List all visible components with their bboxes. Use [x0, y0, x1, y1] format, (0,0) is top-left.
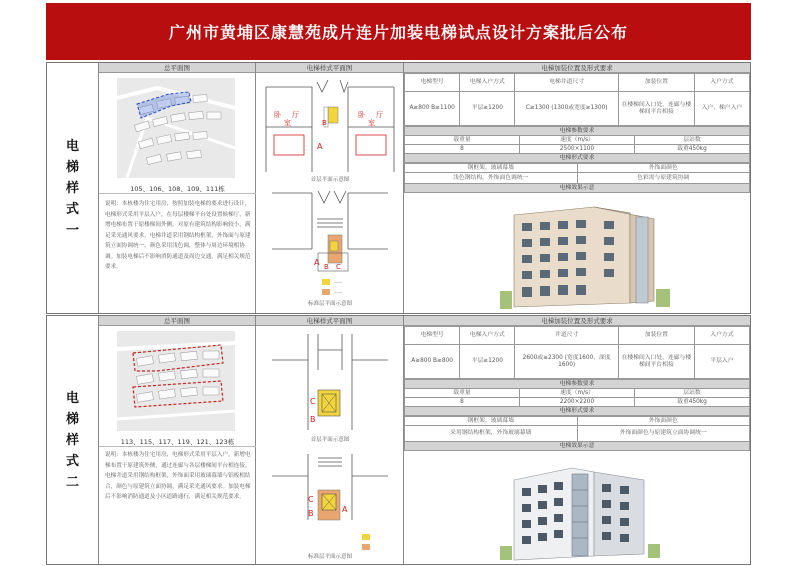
floor-plan-header: 电梯样式平面图 — [256, 316, 403, 326]
form-table — [404, 416, 750, 451]
spec-head-cell: 入户方式 — [694, 327, 749, 345]
form-table — [404, 163, 750, 193]
ground-floor-plan — [262, 330, 398, 438]
form-cell: 外饰面颜色与原建筑立面协调统一 — [577, 426, 750, 442]
plan-label-c: C — [308, 495, 314, 504]
side-char: 梯 — [65, 159, 79, 175]
floor-plan-column — [256, 63, 404, 313]
spec-head-cell: 电梯井道尺寸 — [515, 74, 619, 92]
spec-cell: 平层≥1200 — [460, 92, 515, 126]
plan-label-c: C — [336, 263, 341, 271]
spec-head-cell: 加装位置 — [618, 74, 694, 92]
param-cell: 2200×2200 — [520, 398, 635, 407]
spec-cell: 平层≥1200 — [460, 345, 515, 379]
scheme-description: 说明：本栋楼为住宅用房，电梯形式采用平层入户，新增电梯布置于原建筑外侧，通过连廊与各层楼梯间平台相连接。电梯井道采用钢结构框架，外饰面采用玻璃幕墙与铝板相结合，颜色与原建筑立面协调，满足采光通风要求。加装电梯后不影响消防通道及小区道路通行，满足相关规范要求。 — [105, 452, 251, 500]
render-header: 电梯效果示意 — [405, 184, 750, 193]
site-plan-map — [117, 78, 235, 178]
side-char: 电 — [65, 138, 79, 154]
page-title-banner — [46, 3, 751, 60]
spec-head-cell: 入户方式 — [694, 74, 749, 92]
param-cell: 2500×1100 — [520, 145, 635, 154]
spec-head-cell: 加装位置 — [618, 327, 694, 345]
form-cell: 色彩需与原建筑协调 — [577, 173, 750, 184]
spec-cell: A≥800 B≥1100 — [405, 92, 460, 126]
form-cell: 浅色钢结构，外饰面色调统一 — [405, 173, 578, 184]
ground-plan-caption: 首层平面示意图 — [310, 177, 350, 183]
spec-cell: C≥1300 (1300或宽度≥1300) — [515, 92, 619, 126]
param-cell: 载重450kg — [635, 145, 750, 154]
scheme-side-label — [47, 316, 99, 564]
spec-head-cell: 电梯型号 — [405, 327, 460, 345]
param-header: 电梯参数要求 — [405, 380, 750, 389]
side-char: 式 — [65, 453, 79, 469]
param-cell: 层站数 — [635, 136, 750, 145]
svg-text:厅: 厅 — [292, 111, 299, 119]
scheme-side-label — [47, 63, 99, 313]
param-table — [404, 379, 750, 416]
site-plan-header: 总平面图 — [99, 63, 255, 73]
site-plan-map — [117, 331, 235, 431]
form-cell: 外饰面颜色 — [577, 417, 750, 426]
ground-plan-caption: 首层平面示意图 — [310, 437, 350, 443]
form-cell: 采用钢结构框架，外饰玻璃幕墙 — [405, 426, 578, 442]
standard-plan-caption: 标准层平面示意图 — [307, 554, 352, 560]
spec-cell: 在楼梯间入口处，连廊与楼梯间平台相接 — [618, 92, 694, 126]
ground-floor-plan — [262, 77, 398, 177]
site-plan-column — [99, 63, 256, 313]
requirements-header: 电梯加装位置及形式要求 — [404, 316, 750, 326]
param-cell: 速度（m/s） — [520, 389, 635, 398]
svg-text:厅: 厅 — [376, 111, 383, 119]
param-cell: 速度（m/s） — [520, 136, 635, 145]
side-char: 式 — [65, 201, 79, 217]
plan-label-b: B — [310, 415, 316, 424]
floor-plan-column — [256, 316, 404, 564]
param-cell: 载重量 — [405, 389, 520, 398]
side-char: 一 — [65, 222, 79, 238]
scheme-panel-1 — [46, 62, 751, 314]
side-char: 样 — [65, 180, 79, 196]
spec-head-cell: 井道尺寸 — [515, 327, 619, 345]
spec-head-cell: 电梯入户方式 — [460, 74, 515, 92]
side-char: 电 — [65, 390, 79, 406]
param-header: 电梯参数要求 — [405, 127, 750, 136]
param-cell: 载重量 — [405, 136, 520, 145]
svg-text:室: 室 — [284, 119, 291, 127]
spec-cell: A≥800 B≥800 — [405, 345, 460, 379]
floor-plan-header: 电梯样式平面图 — [256, 63, 403, 73]
param-cell: 层站数 — [635, 389, 750, 398]
site-plan-header: 总平面图 — [99, 316, 255, 326]
standard-plan-caption: 标准层平面示意图 — [307, 301, 352, 307]
spec-table — [404, 73, 750, 126]
side-char: 二 — [65, 474, 79, 490]
plan-label-a: A — [317, 142, 323, 151]
form-header: 电梯形式要求 — [405, 154, 750, 163]
svg-text:室: 室 — [368, 119, 375, 127]
form-header: 电梯形式要求 — [405, 407, 750, 416]
plan-label-c: C — [310, 397, 316, 406]
scheme-panel-2 — [46, 315, 751, 565]
standard-floor-plan — [262, 450, 398, 554]
plan-label-b: B — [322, 119, 327, 127]
spec-head-cell: 电梯入户方式 — [460, 327, 515, 345]
spec-cell: 在楼梯间入口处，连廊与楼梯间平台相接 — [618, 345, 694, 379]
param-cell: 8 — [405, 145, 520, 154]
plan-label-b: B — [324, 263, 329, 271]
plan-label-a: A — [342, 505, 348, 514]
svg-text:卧: 卧 — [358, 111, 365, 119]
plan-label-b: B — [308, 509, 314, 518]
spec-table — [404, 326, 750, 379]
elevator-rendering — [404, 203, 750, 313]
requirements-column — [404, 316, 750, 564]
requirements-column — [404, 63, 750, 313]
form-cell: 钢框架，玻璃幕墙 — [405, 417, 578, 426]
param-cell: 载重450kg — [635, 398, 750, 407]
plan-label-a: A — [314, 258, 320, 267]
spec-cell: 平层入户 — [694, 345, 749, 379]
site-plan-column — [99, 316, 256, 564]
page-title: 广州市黄埔区康慧苑成片连片加装电梯试点设计方案批后公布 — [168, 23, 628, 42]
side-char: 样 — [65, 432, 79, 448]
svg-text:卧: 卧 — [274, 111, 281, 119]
param-cell: 8 — [405, 398, 520, 407]
param-table — [404, 126, 750, 163]
form-cell: 外饰面颜色 — [577, 164, 750, 173]
svg-text:——: —— — [334, 290, 342, 295]
spec-cell: 2600或≥2300 (宽度1600，深度1600) — [515, 345, 619, 379]
svg-text:——: —— — [334, 280, 342, 285]
requirements-header: 电梯加装位置及形式要求 — [404, 63, 750, 73]
standard-floor-plan — [262, 189, 398, 301]
elevator-rendering — [404, 460, 750, 564]
spec-cell: 入户，梯户入户 — [694, 92, 749, 126]
building-units: 113、115、117、119、121、123栋 — [99, 437, 256, 447]
scheme-description: 说明：本栋楼为住宅用房，按照加装电梯的要求进行设计，电梯形式采用平层入户，在每层楼梯平台处设置候梯厅，新增电梯布置于原楼梯间外侧，对原有建筑结构影响较小，满足采光通风要求。电梯井道采用钢结构框架，外饰面与原建筑立面协调统一，颜色采用浅色调，整体与周边环境相协调。加装电梯后不影响消防通道及周边交通，满足相关规范要求。 — [105, 201, 251, 270]
render-header: 电梯效果示意 — [405, 442, 750, 451]
form-cell: 钢框架，玻璃幕墙 — [405, 164, 578, 173]
building-units: 105、106、108、109、111栋 — [99, 184, 256, 194]
side-char: 梯 — [65, 411, 79, 427]
spec-head-cell: 电梯型号 — [405, 74, 460, 92]
